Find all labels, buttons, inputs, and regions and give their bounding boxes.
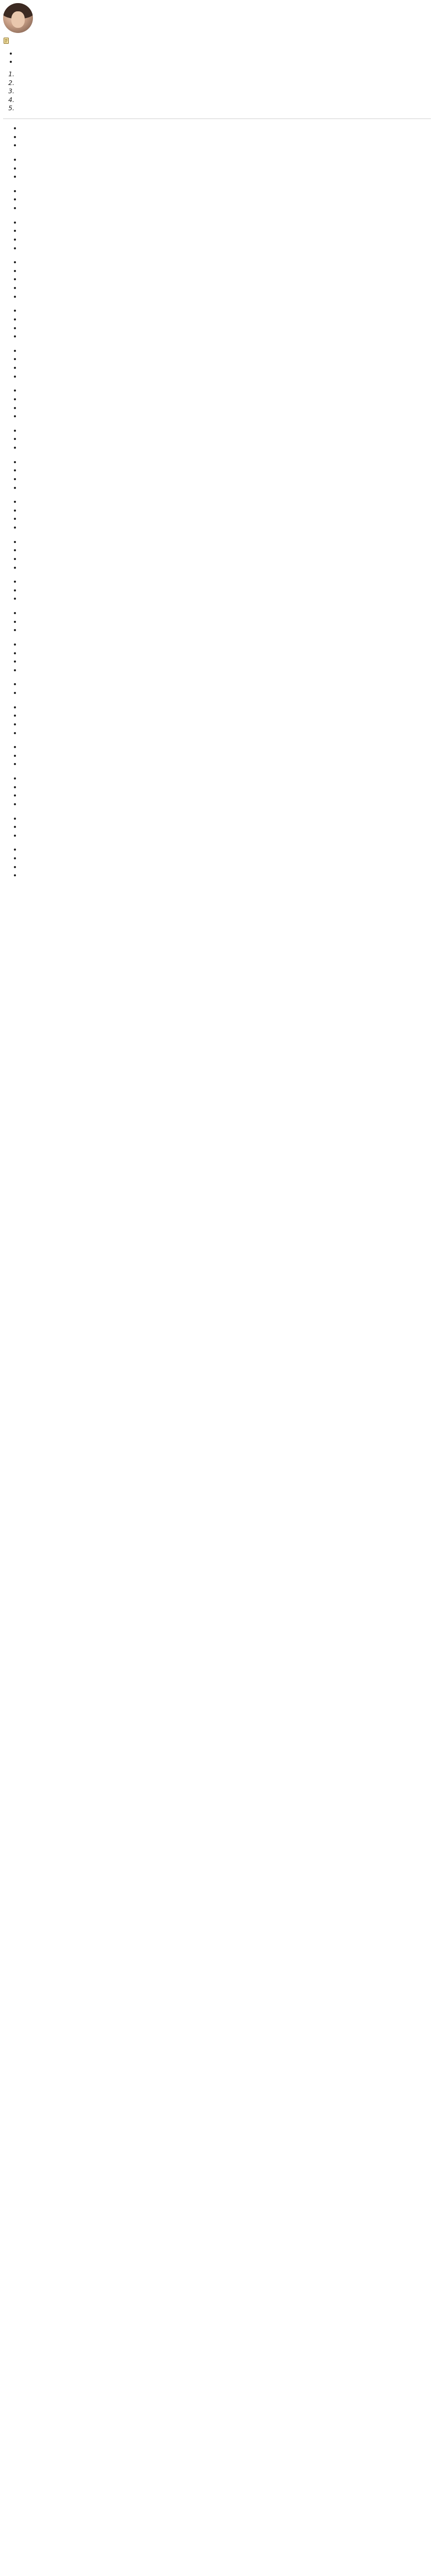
answer-options [3, 258, 431, 300]
answer-option [22, 854, 431, 862]
answer-options [3, 743, 431, 768]
answer-options [3, 640, 431, 674]
answer-option [22, 275, 431, 283]
answer-options [3, 578, 431, 603]
answer-options [3, 703, 431, 737]
question-block [3, 845, 431, 879]
answer-options [3, 347, 431, 381]
answer-options [3, 538, 431, 572]
answer-option [22, 293, 431, 301]
answer-option [22, 475, 431, 483]
answer-option [22, 823, 431, 831]
answer-options [3, 815, 431, 840]
answer-option [22, 218, 431, 227]
answer-option [22, 711, 431, 720]
answer-option [22, 244, 431, 252]
answer-option [22, 204, 431, 212]
answer-option [22, 595, 431, 603]
answer-option [22, 546, 431, 554]
answer-option [22, 832, 431, 840]
answer-option [22, 729, 431, 737]
answer-option [22, 364, 431, 372]
answer-option [22, 267, 431, 275]
answer-option [22, 760, 431, 768]
question-block [3, 347, 431, 381]
answer-options [3, 774, 431, 808]
question-block [3, 538, 431, 572]
author-header [3, 3, 431, 33]
answer-option [22, 815, 431, 823]
answer-options [3, 498, 431, 532]
answer-option [22, 124, 431, 132]
answer-option [22, 626, 431, 634]
answer-options [3, 427, 431, 452]
list-item [18, 49, 431, 58]
question-block [3, 258, 431, 300]
answer-options [3, 124, 431, 149]
answer-option [22, 720, 431, 728]
questions-list [3, 124, 431, 879]
question-block [3, 124, 431, 149]
answer-options [3, 680, 431, 697]
toc-item[interactable] [16, 70, 431, 78]
answer-option [22, 752, 431, 760]
answer-option [22, 227, 431, 235]
answer-option [22, 187, 431, 195]
answer-option [22, 774, 431, 783]
toc-item[interactable] [16, 96, 431, 104]
question-block [3, 498, 431, 532]
question-block [3, 218, 431, 252]
answer-option [22, 523, 431, 532]
document-icon [3, 38, 9, 44]
answer-option [22, 845, 431, 854]
question-block [3, 427, 431, 452]
answer-option [22, 800, 431, 808]
answer-option [22, 609, 431, 617]
answer-option [22, 871, 431, 879]
toc-item[interactable] [16, 104, 431, 112]
answer-options [3, 187, 431, 212]
toc-item[interactable] [16, 79, 431, 87]
question-block [3, 386, 431, 420]
answer-option [22, 783, 431, 791]
answer-option [22, 564, 431, 572]
answer-option [22, 307, 431, 315]
answer-option [22, 386, 431, 395]
question-block [3, 703, 431, 737]
answer-option [22, 156, 431, 164]
answer-option [22, 284, 431, 292]
question-block [3, 815, 431, 840]
avatar[interactable] [3, 3, 33, 33]
question-block [3, 640, 431, 674]
answer-option [22, 258, 431, 266]
answer-option [22, 324, 431, 332]
divider [3, 118, 431, 119]
answer-options [3, 458, 431, 492]
answer-option [22, 404, 431, 412]
answer-option [22, 484, 431, 492]
answer-option [22, 458, 431, 466]
answer-option [22, 164, 431, 173]
answer-option [22, 680, 431, 688]
answer-option [22, 435, 431, 443]
answer-option [22, 791, 431, 800]
answer-option [22, 515, 431, 523]
answer-option [22, 618, 431, 626]
document-page [0, 0, 436, 896]
answer-option [22, 235, 431, 244]
answer-option [22, 315, 431, 324]
question-block [3, 156, 431, 181]
answer-option [22, 649, 431, 657]
question-block [3, 774, 431, 808]
question-block [3, 187, 431, 212]
answer-option [22, 863, 431, 871]
answer-option [22, 355, 431, 363]
answer-options [3, 307, 431, 341]
page-title [3, 37, 431, 45]
answer-option [22, 347, 431, 355]
answer-option [22, 743, 431, 751]
answer-options [3, 156, 431, 181]
answer-option [22, 640, 431, 649]
answer-options [3, 218, 431, 252]
answer-option [22, 141, 431, 149]
description-list [3, 49, 431, 66]
answer-option [22, 586, 431, 595]
answer-option [22, 498, 431, 506]
question-block [3, 307, 431, 341]
question-block [3, 609, 431, 634]
answer-option [22, 372, 431, 381]
answer-option [22, 689, 431, 697]
answer-option [22, 578, 431, 586]
question-block [3, 680, 431, 697]
list-item [18, 58, 431, 66]
answer-option [22, 466, 431, 474]
answer-options [3, 386, 431, 420]
answer-option [22, 133, 431, 141]
answer-options [3, 609, 431, 634]
answer-option [22, 657, 431, 666]
answer-option [22, 506, 431, 515]
answer-option [22, 427, 431, 435]
answer-options [3, 845, 431, 879]
answer-option [22, 703, 431, 711]
answer-option [22, 395, 431, 403]
question-block [3, 458, 431, 492]
answer-option [22, 173, 431, 181]
answer-option [22, 538, 431, 546]
question-block [3, 578, 431, 603]
toc-item[interactable] [16, 87, 431, 95]
answer-option [22, 666, 431, 674]
toc-list [3, 70, 431, 112]
answer-option [22, 444, 431, 452]
answer-option [22, 332, 431, 341]
answer-option [22, 555, 431, 563]
answer-option [22, 412, 431, 420]
answer-option [22, 195, 431, 204]
question-block [3, 743, 431, 768]
